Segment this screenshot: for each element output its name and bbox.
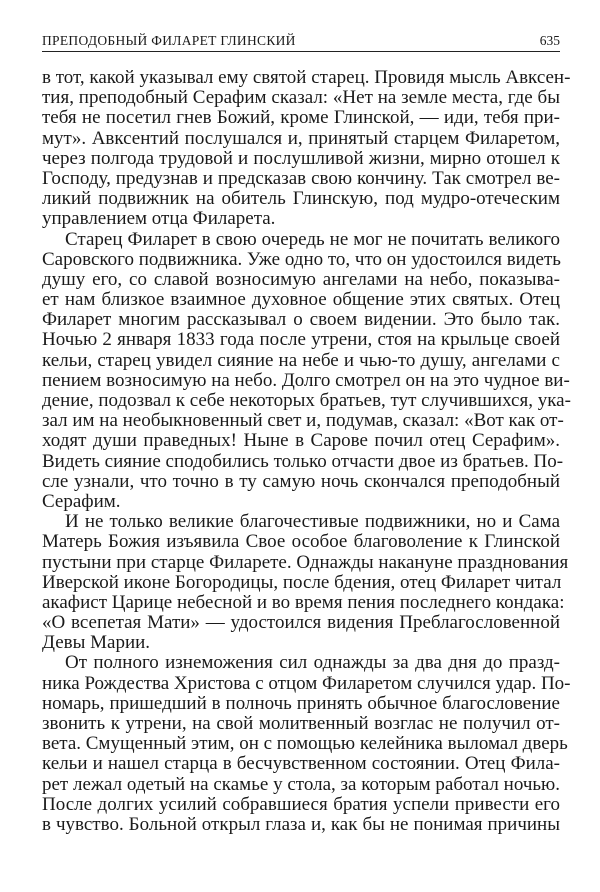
text-line: Матерь Божия изъявила Свое особое благоволение к Глинской xyxy=(42,531,560,553)
text-line: управлением отца Филарета. xyxy=(42,208,276,230)
paragraph xyxy=(42,67,571,230)
page-body-text xyxy=(42,67,571,835)
page-number: 635 xyxy=(539,33,560,48)
text-line: через полгода трудовой и послушливой жизни, мирно отошел к xyxy=(42,147,560,169)
text-line: Ночью 2 января 1833 года после утрени, стоя на крыльце своей xyxy=(42,329,560,351)
text-line: Девы Марии. xyxy=(42,632,151,654)
text-line: тия, преподобный Серафим сказал: «Нет на земле места, где бы xyxy=(42,87,560,109)
text-line: Иверской иконе Богородицы, после бдения, отец Филарет читал xyxy=(42,571,562,593)
text-line: сле узнали, что точно в ту самую ночь скончался преподобный xyxy=(42,470,560,492)
text-line: ет нам близкое взаимное духовное общение этих святых. Отец xyxy=(42,289,560,311)
paragraph xyxy=(42,652,571,835)
text-line: От полного изнеможения сил однажды за два дня до празд- xyxy=(65,652,560,674)
text-line: ходят души праведных! Ныне в Сарове почил отец Серафим». xyxy=(42,430,560,452)
running-header xyxy=(42,33,560,52)
running-title: ПРЕПОДОБНЫЙ ФИЛАРЕТ ГЛИНСКИЙ xyxy=(42,33,296,48)
text-line: зал им на необыкновенный свет и, подумав, сказал: «Вот как от- xyxy=(42,410,564,432)
text-line: Господу, предузнав и предсказав свою кончину. Так смотрел ве- xyxy=(42,167,560,189)
text-line: мут». Авксентий послушался и, принятый старцем Филаретом, xyxy=(42,127,560,149)
text-line: душу его, со славой возносимую ангелами на небо, показыва- xyxy=(42,268,560,290)
text-line: акафист Царице небесной и во время пения последнего кондака: xyxy=(42,591,565,613)
text-line: Серафим. xyxy=(42,490,121,512)
text-line: вета. Смущенный этим, он с помощью келейника выломал дверь xyxy=(42,733,568,755)
paragraph xyxy=(42,228,571,513)
text-line: ника Рождества Христова с отцом Филаретом случился удар. По- xyxy=(42,672,571,694)
text-line: пением возносимую на небо. Долго смотрел он на это чудное ви- xyxy=(42,369,570,391)
text-line: Старец Филарет в свою очередь не мог не почитать великого xyxy=(65,228,560,250)
text-line: Саровского подвижника. Уже одно то, что он удостоился видеть xyxy=(42,248,561,270)
text-line: звонить к утрени, на свой молитвенный возглас не получил от- xyxy=(42,713,560,734)
text-line: кельи и нашел старца в бесчувственном состоянии. Отец Фила- xyxy=(42,753,560,775)
text-line: номарь, пришедший в полночь принять обычное благословение xyxy=(42,692,560,714)
text-line: После долгих усилий собравшиеся братия успели привести его xyxy=(42,793,560,815)
text-line: Видеть сияние сподобились только отчасти двое из братьев. По- xyxy=(42,450,564,472)
text-line: пустыни при старце Филарете. Однажды накануне празднования xyxy=(42,551,569,573)
text-line: в тот, какой указывал ему святой старец. Провидя мысль Авксен- xyxy=(42,67,571,88)
text-line: в чувство. Больной открыл глаза и, как бы не понимая причины xyxy=(42,813,560,835)
text-line: кельи, старец увидел сияние на небе и чью-то душу, ангелами с xyxy=(42,349,560,371)
text-line: И не только великие благочестивые подвижники, но и Сама xyxy=(65,511,560,533)
text-line: ликий подвижник на обитель Глинскую, под мудро-отеческим xyxy=(42,188,560,210)
text-line: рет лежал одетый на скамье у стола, за которым работал ночью. xyxy=(42,773,560,795)
text-line: дение, подозвал к себе некоторых братьев, тут случившихся, ука- xyxy=(42,390,571,411)
paragraph xyxy=(42,511,569,654)
text-line: тебя не посетил гнев Божий, кроме Глинской, — иди, тебя при- xyxy=(42,107,560,129)
text-line: Филарет многим рассказывал о своем видении. Это было так. xyxy=(42,309,560,331)
text-line: «О всепетая Мати» — удостоился видения Преблагословенной xyxy=(42,612,560,634)
